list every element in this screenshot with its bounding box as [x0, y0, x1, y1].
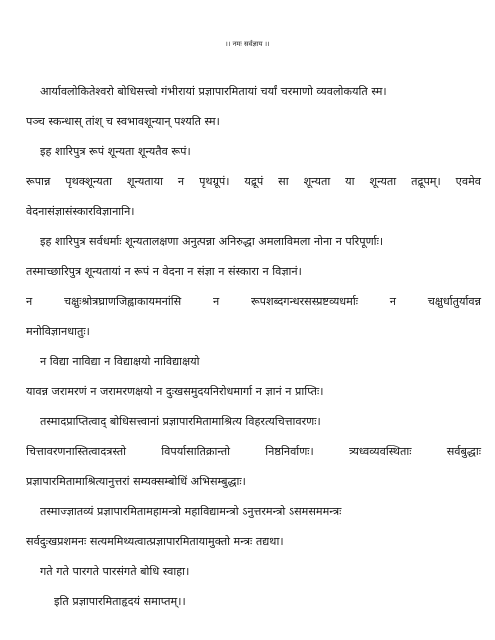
text-line: तस्माज्ज्ञातव्यं प्रज्ञापारमितामहामन्त्रो महाविद्यामन्त्रो ऽनुत्तरमन्त्रो ऽसमसममन्त्रः	[40, 505, 342, 518]
text-line: तस्मादप्राप्तित्वाद् बोधिसत्त्वानां प्रज्ञापारमितामाश्रित्य विहरत्यचित्तावरणः।	[40, 415, 321, 428]
text-line: यावन्न जरामरणं न जरामरणक्षयो न दुःखसमुदयनिरोधमार्गा न ज्ञानं न प्राप्तिः।	[26, 385, 324, 398]
text-line: पञ्च स्कन्धास् तांश् च स्वभावशून्यान् पश्यति स्म।	[26, 115, 220, 128]
text-line: सर्वदुःखप्रशमनः सत्यममिथ्यत्वात्प्रज्ञापारमितायामुक्तो मन्त्रः तद्यथा।	[26, 535, 284, 548]
text-line: इह शारिपुत्र सर्वधर्माः शून्यतालक्षणा अनुत्पन्ना अनिरुद्धा अमलाविमला नोना न परिपूर्णाः।	[40, 235, 384, 248]
text-line: वेदनासंज्ञासंस्कारविज्ञानानि।	[26, 205, 135, 218]
text-line: गते गते पारगते पारसंगते बोधि स्वाहा।	[40, 565, 190, 578]
text-line: तस्माच्छारिपुत्र शून्यतायां न रूपं न वेदना न संज्ञा न संस्कारा न विज्ञानं।	[26, 265, 302, 278]
text-line: न विद्या नाविद्या न विद्याक्षयो नाविद्याक्षयो	[40, 355, 200, 368]
text-line: रूपान्न पृथक्शून्यता शून्यताया न पृथग्रूपं। यद्रूपं सा शून्यता या शून्यता तद्रूपम्। एवमेव	[26, 175, 481, 188]
text-line: इह शारिपुत्र रूपं शून्यता शून्यतैव रूपं।	[40, 145, 191, 158]
text-line: आर्यावलोकितेश्वरो बोधिसत्त्वो गंभीरायां प्रज्ञापारमितायां चर्यां चरमाणो व्यवलोकयति स्म।	[40, 85, 387, 98]
document-title: ।। नमः सर्वज्ञाय ।।	[225, 40, 270, 48]
text-line: मनोविज्ञानधातुः।	[26, 325, 90, 338]
text-line: चित्तावरणनास्तित्वादत्रस्तो विपर्यासातिक्रान्तो निष्ठनिर्वाणः। त्र्यध्वव्यवस्थिताः सर्वबुद्धाः	[26, 445, 481, 458]
text-line: इति प्रज्ञापारमिताहृदयं समाप्तम्।।	[54, 595, 186, 608]
text-line: प्रज्ञापारमितामाश्रित्यानुत्तरां सम्यक्सम्बोधिं अभिसम्बुद्धाः।	[26, 475, 246, 488]
text-line: न चक्षुःश्रोत्रघ्राणजिह्वाकायमनांसि न रूपशब्दगन्धरसस्प्रष्टव्यधर्माः न चक्षुर्धातुर्यावन्न	[26, 295, 481, 308]
